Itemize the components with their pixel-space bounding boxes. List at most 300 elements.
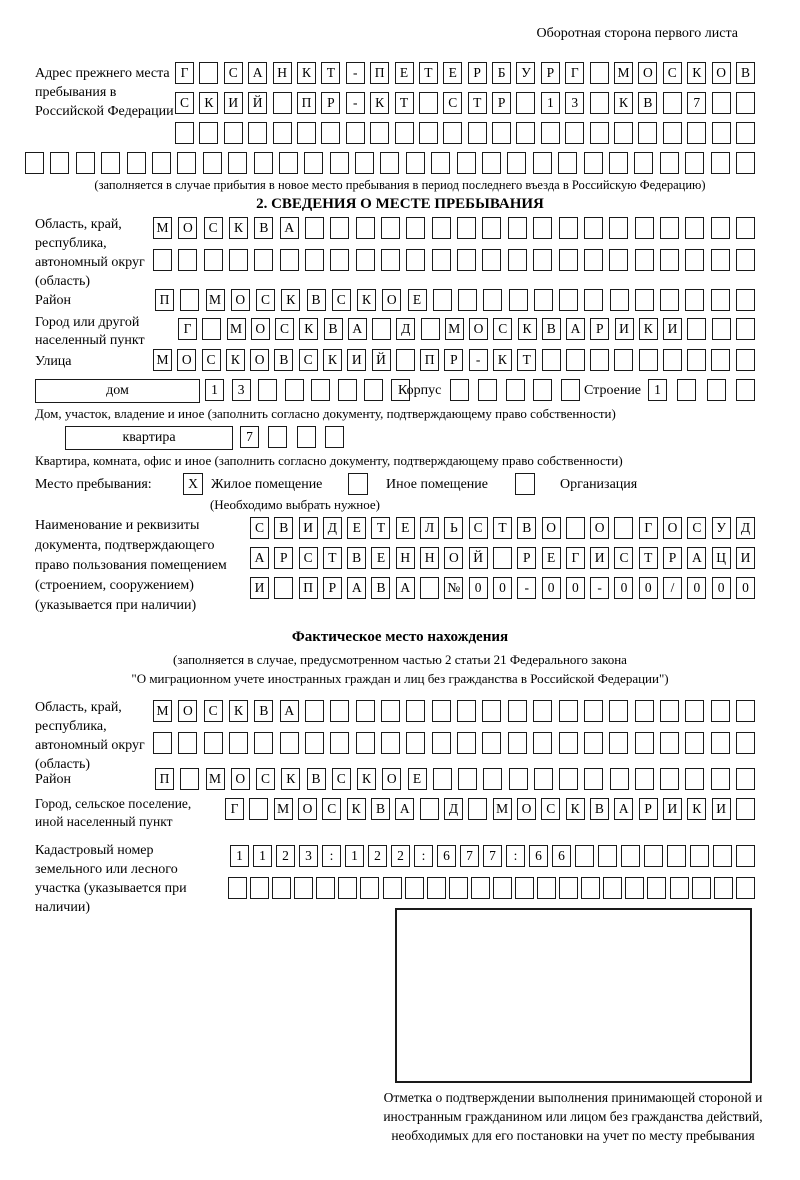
char-cell[interactable] <box>559 877 578 899</box>
char-cell[interactable]: Т <box>517 349 536 371</box>
char-cell[interactable]: Т <box>323 547 342 569</box>
char-cell[interactable]: К <box>614 92 633 114</box>
char-cell[interactable] <box>736 249 755 271</box>
char-cell[interactable] <box>76 152 95 174</box>
char-cell[interactable] <box>406 732 425 754</box>
char-cell[interactable]: - <box>346 62 365 84</box>
char-cell[interactable]: Д <box>444 798 463 820</box>
char-cell[interactable]: Р <box>323 577 342 599</box>
char-cell[interactable]: Т <box>493 517 512 539</box>
char-cell[interactable] <box>566 517 585 539</box>
char-cell[interactable]: В <box>371 798 390 820</box>
char-cell[interactable] <box>458 768 477 790</box>
char-cell[interactable] <box>305 700 324 722</box>
char-cell[interactable]: С <box>175 92 194 114</box>
char-cell[interactable]: И <box>736 547 755 569</box>
char-cell[interactable] <box>482 700 501 722</box>
char-cell[interactable] <box>483 289 502 311</box>
char-cell[interactable] <box>433 289 452 311</box>
char-cell[interactable] <box>268 426 287 448</box>
char-cell[interactable]: К <box>370 92 389 114</box>
char-cell[interactable] <box>432 700 451 722</box>
char-cell[interactable] <box>338 877 357 899</box>
char-cell[interactable]: 0 <box>493 577 512 599</box>
char-cell[interactable]: И <box>663 798 682 820</box>
char-cell[interactable] <box>559 700 578 722</box>
char-cell[interactable] <box>305 732 324 754</box>
char-cell[interactable] <box>685 768 704 790</box>
char-cell[interactable] <box>559 289 578 311</box>
char-cell[interactable] <box>420 577 439 599</box>
char-cell[interactable] <box>258 379 277 401</box>
char-cell[interactable]: К <box>639 318 658 340</box>
char-cell[interactable]: И <box>615 318 634 340</box>
char-cell[interactable]: В <box>638 92 657 114</box>
char-cell[interactable] <box>736 379 755 401</box>
char-cell[interactable]: Е <box>443 62 462 84</box>
char-cell[interactable]: / <box>663 577 682 599</box>
char-cell[interactable] <box>509 289 528 311</box>
char-cell[interactable] <box>635 289 654 311</box>
char-cell[interactable] <box>736 877 755 899</box>
char-cell[interactable] <box>311 379 330 401</box>
char-cell[interactable] <box>228 152 247 174</box>
char-cell[interactable] <box>180 289 199 311</box>
char-cell[interactable] <box>443 122 462 144</box>
char-cell[interactable]: О <box>298 798 317 820</box>
char-cell[interactable]: Т <box>639 547 658 569</box>
char-cell[interactable]: О <box>178 217 197 239</box>
char-cell[interactable] <box>273 92 292 114</box>
char-cell[interactable] <box>566 349 585 371</box>
char-cell[interactable] <box>355 152 374 174</box>
char-cell[interactable]: 0 <box>639 577 658 599</box>
char-cell[interactable] <box>635 249 654 271</box>
char-cell[interactable]: В <box>590 798 609 820</box>
char-cell[interactable] <box>711 152 730 174</box>
char-cell[interactable] <box>736 122 755 144</box>
char-cell[interactable]: С <box>687 517 706 539</box>
char-cell[interactable] <box>660 152 679 174</box>
char-cell[interactable] <box>305 217 324 239</box>
char-cell[interactable]: В <box>274 517 293 539</box>
char-cell[interactable]: Р <box>321 92 340 114</box>
char-cell[interactable] <box>330 732 349 754</box>
char-cell[interactable] <box>584 768 603 790</box>
char-cell[interactable]: С <box>299 547 318 569</box>
char-cell[interactable]: М <box>206 768 225 790</box>
char-cell[interactable]: О <box>638 62 657 84</box>
char-cell[interactable] <box>663 92 682 114</box>
char-cell[interactable]: М <box>206 289 225 311</box>
char-cell[interactable]: О <box>712 62 731 84</box>
char-cell[interactable] <box>610 289 629 311</box>
char-cell[interactable] <box>356 217 375 239</box>
char-cell[interactable] <box>559 249 578 271</box>
char-cell[interactable]: В <box>542 318 561 340</box>
char-cell[interactable]: С <box>469 517 488 539</box>
char-cell[interactable]: Ь <box>444 517 463 539</box>
char-cell[interactable] <box>330 700 349 722</box>
char-cell[interactable] <box>177 152 196 174</box>
char-cell[interactable] <box>516 92 535 114</box>
char-cell[interactable]: А <box>614 798 633 820</box>
char-cell[interactable] <box>152 152 171 174</box>
char-cell[interactable] <box>711 768 730 790</box>
char-cell[interactable]: Е <box>371 547 390 569</box>
char-cell[interactable] <box>325 426 344 448</box>
char-cell[interactable]: С <box>224 62 243 84</box>
char-cell[interactable] <box>482 152 501 174</box>
char-cell[interactable] <box>711 700 730 722</box>
char-cell[interactable] <box>330 152 349 174</box>
char-cell[interactable] <box>590 122 609 144</box>
char-cell[interactable] <box>178 249 197 271</box>
char-cell[interactable] <box>356 249 375 271</box>
char-cell[interactable]: 6 <box>529 845 548 867</box>
char-cell[interactable] <box>482 732 501 754</box>
char-cell[interactable] <box>380 152 399 174</box>
char-cell[interactable] <box>584 152 603 174</box>
char-cell[interactable]: 1 <box>541 92 560 114</box>
char-cell[interactable]: О <box>517 798 536 820</box>
char-cell[interactable]: 1 <box>253 845 272 867</box>
char-cell[interactable]: Л <box>420 517 439 539</box>
char-cell[interactable] <box>229 732 248 754</box>
char-cell[interactable]: 7 <box>687 92 706 114</box>
char-cell[interactable] <box>685 700 704 722</box>
char-cell[interactable] <box>584 289 603 311</box>
char-cell[interactable] <box>492 122 511 144</box>
char-cell[interactable]: В <box>371 577 390 599</box>
char-cell[interactable]: 0 <box>712 577 731 599</box>
char-cell[interactable] <box>356 700 375 722</box>
char-cell[interactable]: И <box>590 547 609 569</box>
char-cell[interactable]: Д <box>323 517 342 539</box>
char-cell[interactable]: Е <box>542 547 561 569</box>
char-cell[interactable] <box>558 152 577 174</box>
char-cell[interactable]: А <box>687 547 706 569</box>
char-cell[interactable]: Д <box>396 318 415 340</box>
char-cell[interactable] <box>180 768 199 790</box>
char-cell[interactable] <box>432 217 451 239</box>
char-cell[interactable] <box>224 122 243 144</box>
char-cell[interactable]: М <box>153 700 172 722</box>
char-cell[interactable] <box>690 845 709 867</box>
char-cell[interactable]: И <box>712 798 731 820</box>
char-cell[interactable] <box>707 379 726 401</box>
char-cell[interactable]: О <box>444 547 463 569</box>
char-cell[interactable] <box>316 877 335 899</box>
char-cell[interactable]: В <box>324 318 343 340</box>
char-cell[interactable] <box>297 122 316 144</box>
char-cell[interactable]: В <box>517 517 536 539</box>
char-cell[interactable] <box>321 122 340 144</box>
char-cell[interactable]: О <box>663 517 682 539</box>
char-cell[interactable] <box>541 122 560 144</box>
char-cell[interactable]: А <box>250 547 269 569</box>
char-cell[interactable] <box>406 217 425 239</box>
char-cell[interactable] <box>304 152 323 174</box>
char-cell[interactable]: К <box>281 768 300 790</box>
char-cell[interactable]: П <box>155 289 174 311</box>
char-cell[interactable] <box>736 798 755 820</box>
char-cell[interactable]: К <box>229 700 248 722</box>
char-cell[interactable]: О <box>542 517 561 539</box>
char-cell[interactable]: Ц <box>712 547 731 569</box>
char-cell[interactable] <box>432 249 451 271</box>
char-cell[interactable] <box>294 877 313 899</box>
char-cell[interactable]: Р <box>541 62 560 84</box>
char-cell[interactable]: Й <box>469 547 488 569</box>
char-cell[interactable] <box>272 877 291 899</box>
char-cell[interactable] <box>533 700 552 722</box>
char-cell[interactable] <box>280 249 299 271</box>
char-cell[interactable]: С <box>250 517 269 539</box>
char-cell[interactable]: С <box>204 217 223 239</box>
stay-residential-checkbox[interactable] <box>183 473 203 495</box>
char-cell[interactable] <box>590 62 609 84</box>
char-cell[interactable]: Й <box>372 349 391 371</box>
char-cell[interactable] <box>364 379 383 401</box>
char-cell[interactable] <box>660 768 679 790</box>
char-cell[interactable]: С <box>256 768 275 790</box>
char-cell[interactable]: О <box>382 768 401 790</box>
char-cell[interactable] <box>635 217 654 239</box>
char-cell[interactable] <box>483 768 502 790</box>
char-cell[interactable] <box>685 217 704 239</box>
char-cell[interactable] <box>280 732 299 754</box>
char-cell[interactable] <box>381 700 400 722</box>
char-cell[interactable] <box>482 217 501 239</box>
char-cell[interactable] <box>381 732 400 754</box>
char-cell[interactable] <box>478 379 497 401</box>
char-cell[interactable]: В <box>254 700 273 722</box>
char-cell[interactable] <box>279 152 298 174</box>
char-cell[interactable] <box>360 877 379 899</box>
char-cell[interactable] <box>736 217 755 239</box>
char-cell[interactable] <box>175 122 194 144</box>
char-cell[interactable] <box>614 349 633 371</box>
char-cell[interactable]: О <box>231 289 250 311</box>
char-cell[interactable] <box>508 732 527 754</box>
char-cell[interactable]: А <box>348 318 367 340</box>
char-cell[interactable]: О <box>177 349 196 371</box>
char-cell[interactable] <box>427 877 446 899</box>
char-cell[interactable] <box>432 732 451 754</box>
char-cell[interactable] <box>338 379 357 401</box>
char-cell[interactable] <box>584 249 603 271</box>
char-cell[interactable] <box>621 845 640 867</box>
char-cell[interactable]: П <box>155 768 174 790</box>
char-cell[interactable] <box>248 122 267 144</box>
char-cell[interactable]: 6 <box>552 845 571 867</box>
char-cell[interactable] <box>687 349 706 371</box>
char-cell[interactable]: П <box>420 349 439 371</box>
char-cell[interactable]: К <box>687 798 706 820</box>
char-cell[interactable] <box>204 732 223 754</box>
char-cell[interactable]: 0 <box>687 577 706 599</box>
char-cell[interactable]: 2 <box>391 845 410 867</box>
char-cell[interactable] <box>450 379 469 401</box>
char-cell[interactable]: 0 <box>542 577 561 599</box>
char-cell[interactable] <box>660 249 679 271</box>
char-cell[interactable] <box>199 122 218 144</box>
char-cell[interactable] <box>635 732 654 754</box>
char-cell[interactable] <box>457 700 476 722</box>
char-cell[interactable]: С <box>202 349 221 371</box>
char-cell[interactable] <box>584 732 603 754</box>
char-cell[interactable]: Т <box>468 92 487 114</box>
char-cell[interactable] <box>598 845 617 867</box>
char-cell[interactable]: 2 <box>368 845 387 867</box>
char-cell[interactable]: А <box>248 62 267 84</box>
char-cell[interactable]: Г <box>639 517 658 539</box>
char-cell[interactable] <box>565 122 584 144</box>
char-cell[interactable] <box>534 768 553 790</box>
char-cell[interactable]: 7 <box>460 845 479 867</box>
char-cell[interactable] <box>508 700 527 722</box>
char-cell[interactable] <box>559 768 578 790</box>
char-cell[interactable] <box>204 249 223 271</box>
char-cell[interactable] <box>634 152 653 174</box>
char-cell[interactable]: К <box>297 62 316 84</box>
char-cell[interactable] <box>395 122 414 144</box>
char-cell[interactable] <box>533 249 552 271</box>
char-cell[interactable] <box>405 877 424 899</box>
char-cell[interactable] <box>736 92 755 114</box>
char-cell[interactable]: В <box>274 349 293 371</box>
char-cell[interactable] <box>542 349 561 371</box>
char-cell[interactable] <box>533 732 552 754</box>
char-cell[interactable]: Р <box>517 547 536 569</box>
char-cell[interactable] <box>660 217 679 239</box>
char-cell[interactable] <box>581 877 600 899</box>
char-cell[interactable]: 0 <box>566 577 585 599</box>
char-cell[interactable]: Г <box>566 547 585 569</box>
char-cell[interactable]: У <box>516 62 535 84</box>
char-cell[interactable]: Е <box>396 517 415 539</box>
char-cell[interactable] <box>644 845 663 867</box>
char-cell[interactable] <box>685 732 704 754</box>
char-cell[interactable] <box>590 92 609 114</box>
char-cell[interactable] <box>736 845 755 867</box>
char-cell[interactable] <box>406 700 425 722</box>
char-cell[interactable] <box>614 517 633 539</box>
char-cell[interactable]: 3 <box>232 379 251 401</box>
char-cell[interactable] <box>421 318 440 340</box>
char-cell[interactable] <box>305 249 324 271</box>
char-cell[interactable] <box>370 122 389 144</box>
char-cell[interactable] <box>663 349 682 371</box>
char-cell[interactable]: О <box>251 318 270 340</box>
char-cell[interactable]: С <box>332 289 351 311</box>
char-cell[interactable] <box>396 349 415 371</box>
char-cell[interactable] <box>493 547 512 569</box>
char-cell[interactable] <box>711 732 730 754</box>
char-cell[interactable] <box>457 249 476 271</box>
char-cell[interactable]: Б <box>492 62 511 84</box>
char-cell[interactable]: : <box>414 845 433 867</box>
char-cell[interactable] <box>736 700 755 722</box>
char-cell[interactable]: Р <box>663 547 682 569</box>
char-cell[interactable]: 0 <box>736 577 755 599</box>
char-cell[interactable] <box>178 732 197 754</box>
char-cell[interactable]: 1 <box>345 845 364 867</box>
char-cell[interactable]: С <box>332 768 351 790</box>
char-cell[interactable]: С <box>299 349 318 371</box>
char-cell[interactable]: О <box>231 768 250 790</box>
char-cell[interactable] <box>468 122 487 144</box>
char-cell[interactable] <box>713 845 732 867</box>
char-cell[interactable] <box>127 152 146 174</box>
char-cell[interactable] <box>610 768 629 790</box>
char-cell[interactable]: 6 <box>437 845 456 867</box>
char-cell[interactable]: О <box>590 517 609 539</box>
char-cell[interactable] <box>635 700 654 722</box>
char-cell[interactable] <box>468 798 487 820</box>
char-cell[interactable]: П <box>299 577 318 599</box>
char-cell[interactable]: Т <box>395 92 414 114</box>
char-cell[interactable] <box>273 122 292 144</box>
char-cell[interactable] <box>203 152 222 174</box>
char-cell[interactable] <box>457 152 476 174</box>
char-cell[interactable]: И <box>347 349 366 371</box>
char-cell[interactable] <box>381 217 400 239</box>
char-cell[interactable] <box>372 318 391 340</box>
char-cell[interactable] <box>712 318 731 340</box>
char-cell[interactable] <box>508 249 527 271</box>
char-cell[interactable]: С <box>204 700 223 722</box>
char-cell[interactable] <box>559 732 578 754</box>
char-cell[interactable] <box>381 249 400 271</box>
char-cell[interactable] <box>433 768 452 790</box>
char-cell[interactable]: Е <box>395 62 414 84</box>
char-cell[interactable] <box>406 152 425 174</box>
char-cell[interactable]: К <box>687 62 706 84</box>
char-cell[interactable] <box>153 732 172 754</box>
char-cell[interactable]: В <box>254 217 273 239</box>
char-cell[interactable]: - <box>346 92 365 114</box>
char-cell[interactable] <box>297 426 316 448</box>
char-cell[interactable]: 1 <box>230 845 249 867</box>
char-cell[interactable]: К <box>323 349 342 371</box>
char-cell[interactable] <box>584 217 603 239</box>
char-cell[interactable] <box>254 152 273 174</box>
char-cell[interactable] <box>330 217 349 239</box>
char-cell[interactable]: А <box>566 318 585 340</box>
char-cell[interactable]: А <box>280 700 299 722</box>
char-cell[interactable]: Г <box>178 318 197 340</box>
char-cell[interactable]: 2 <box>276 845 295 867</box>
char-cell[interactable] <box>383 877 402 899</box>
char-cell[interactable]: У <box>712 517 731 539</box>
char-cell[interactable]: Р <box>590 318 609 340</box>
char-cell[interactable]: - <box>517 577 536 599</box>
char-cell[interactable] <box>254 732 273 754</box>
stay-other-checkbox[interactable] <box>348 473 368 495</box>
char-cell[interactable] <box>250 877 269 899</box>
char-cell[interactable]: Т <box>419 62 438 84</box>
char-cell[interactable] <box>685 289 704 311</box>
char-cell[interactable] <box>736 318 755 340</box>
char-cell[interactable] <box>635 768 654 790</box>
char-cell[interactable]: В <box>736 62 755 84</box>
char-cell[interactable] <box>660 700 679 722</box>
char-cell[interactable] <box>419 122 438 144</box>
char-cell[interactable] <box>638 122 657 144</box>
char-cell[interactable] <box>457 217 476 239</box>
